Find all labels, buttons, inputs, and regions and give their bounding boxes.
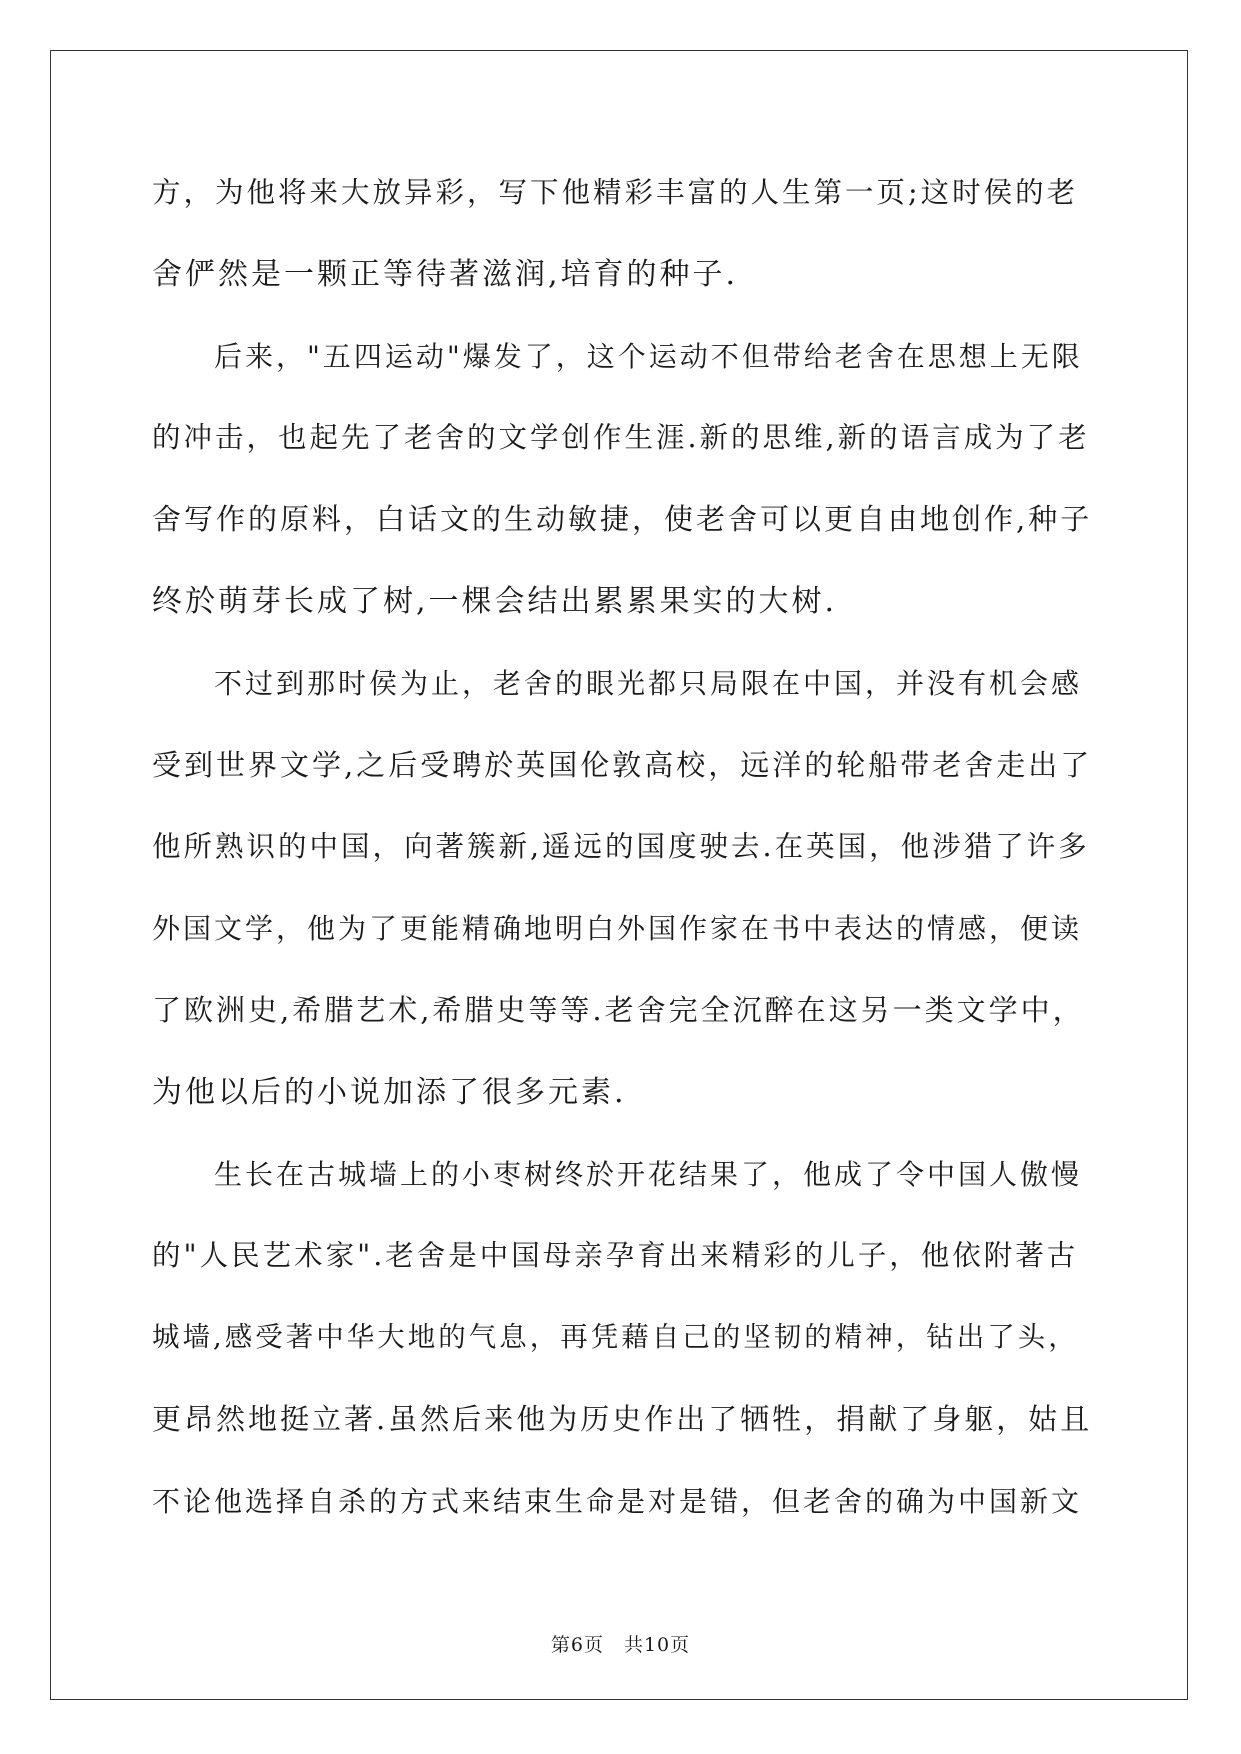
text-line: 生长在古城墙上的小枣树终於开花结果了，他成了令中国人傲慢 xyxy=(214,1157,1083,1191)
text-line: 终於萌芽长成了树,一棵会结出累累果实的大树. xyxy=(152,583,838,619)
text-line: 不过到那时侯为止，老舍的眼光都只局限在中国，并没有机会感 xyxy=(214,666,1083,700)
text-line: 受到世界文学,之后受聘於英国伦敦高校，远洋的轮船带老舍走出了 xyxy=(152,747,1093,782)
text-line: 了欧洲史,希腊艺术,希腊史等等.老舍完全沉醉在这另一类文学中， xyxy=(152,992,1085,1027)
text-line: 不论他选择自杀的方式来结束生命是对是错，但老舍的确为中国新文 xyxy=(152,1484,1083,1518)
text-line: 为他以后的小说加添了很多元素. xyxy=(152,1074,627,1110)
document-body xyxy=(152,152,1092,1543)
text-line: 更昂然地挺立著.虽然后来他为历史作出了牺牲，捐献了身躯，姑且 xyxy=(152,1401,1093,1436)
text-line: 后来，"五四运动"爆发了，这个运动不但带给老舍在思想上无限 xyxy=(214,339,1083,373)
text-line: 舍俨然是一颗正等待著滋润,培育的种子. xyxy=(152,256,739,292)
text-line: 的冲击，也起先了老舍的文学创作生涯.新的思维,新的语言成为了老 xyxy=(152,421,1090,455)
page-number: 第6页 共10页 xyxy=(550,1634,691,1656)
text-line: 的"人民艺术家".老舍是中国母亲孕育出来精彩的儿子，他依附著古 xyxy=(152,1239,1079,1273)
text-line: 外国文学，他为了更能精确地明白外国作家在书中表达的情感，便读 xyxy=(152,912,1083,946)
text-line: 他所熟识的中国，向著簇新,遥远的国度驶去.在英国，他涉猎了许多 xyxy=(152,830,1090,864)
text-line: 舍写作的原料，白话文的生动敏捷，使老舍可以更自由地创作,种子 xyxy=(152,502,1093,537)
text-line: 方，为他将来大放异彩，写下他精彩丰富的人生第一页;这时侯的老 xyxy=(152,176,1079,209)
text-line: 城墙,感受著中华大地的气息，再凭藉自己的坚韧的精神，钻出了头， xyxy=(152,1321,1079,1354)
